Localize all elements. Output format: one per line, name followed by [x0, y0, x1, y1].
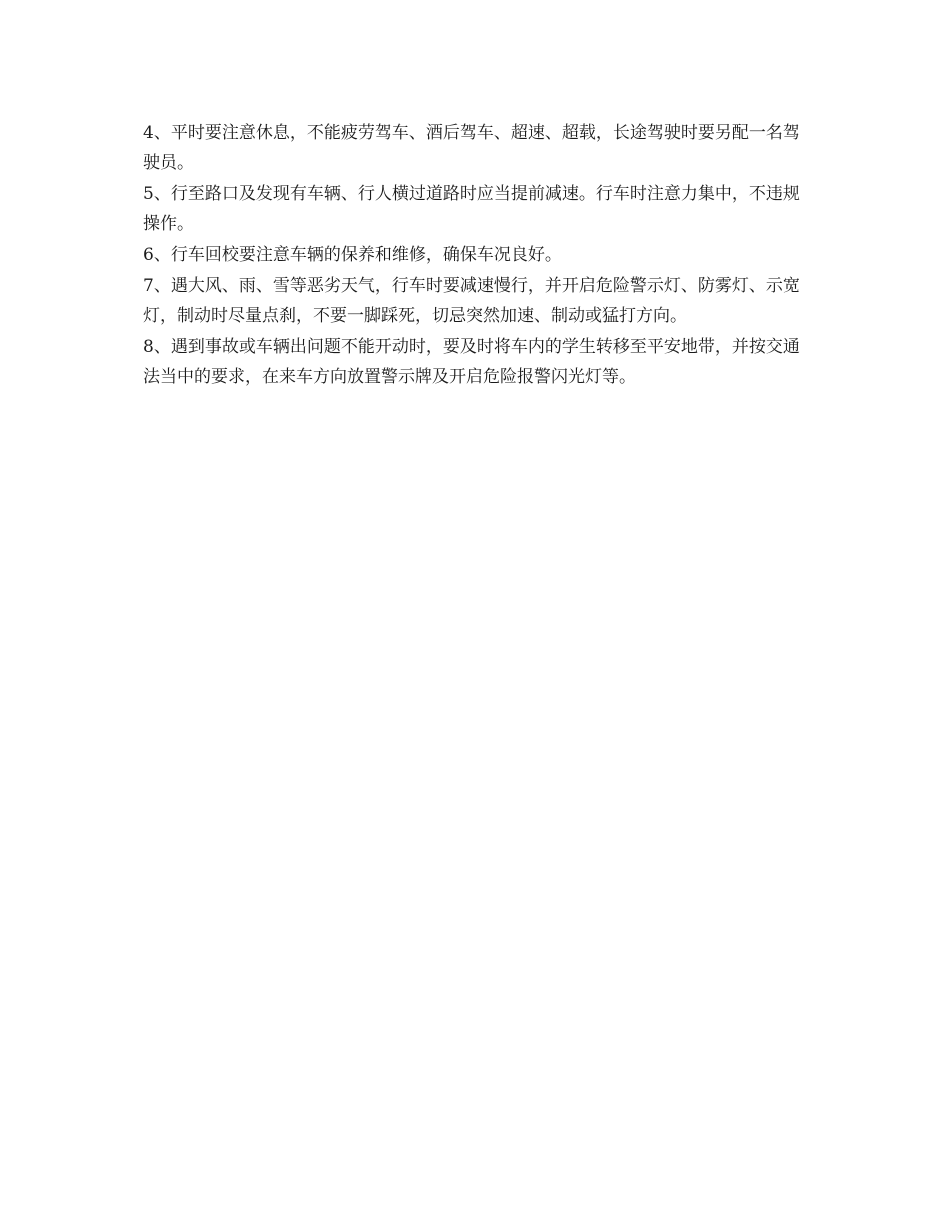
paragraph-7: 7、遇大风、雨、雪等恶劣天气，行车时要减速慢行，并开启危险警示灯、防雾灯、示宽灯，制动时尽量点刹，不要一脚踩死，切忌突然加速、制动或猛打方向。: [143, 276, 800, 326]
document-body: [143, 118, 808, 393]
paragraph-4: 4、平时要注意休息，不能疲劳驾车、酒后驾车、超速、超载，长途驾驶时要另配一名驾驶员。: [143, 123, 800, 173]
paragraph-5: 5、行至路口及发现有车辆、行人横过道路时应当提前减速。行车时注意力集中，不违规操作。: [143, 184, 800, 234]
paragraph-6: 6、行车回校要注意车辆的保养和维修，确保车况良好。: [143, 245, 562, 265]
paragraph-8: 8、遇到事故或车辆出问题不能开动时，要及时将车内的学生转移至平安地带，并按交通法当中的要求，在来车方向放置警示牌及开启危险报警闪光灯等。: [143, 337, 800, 387]
